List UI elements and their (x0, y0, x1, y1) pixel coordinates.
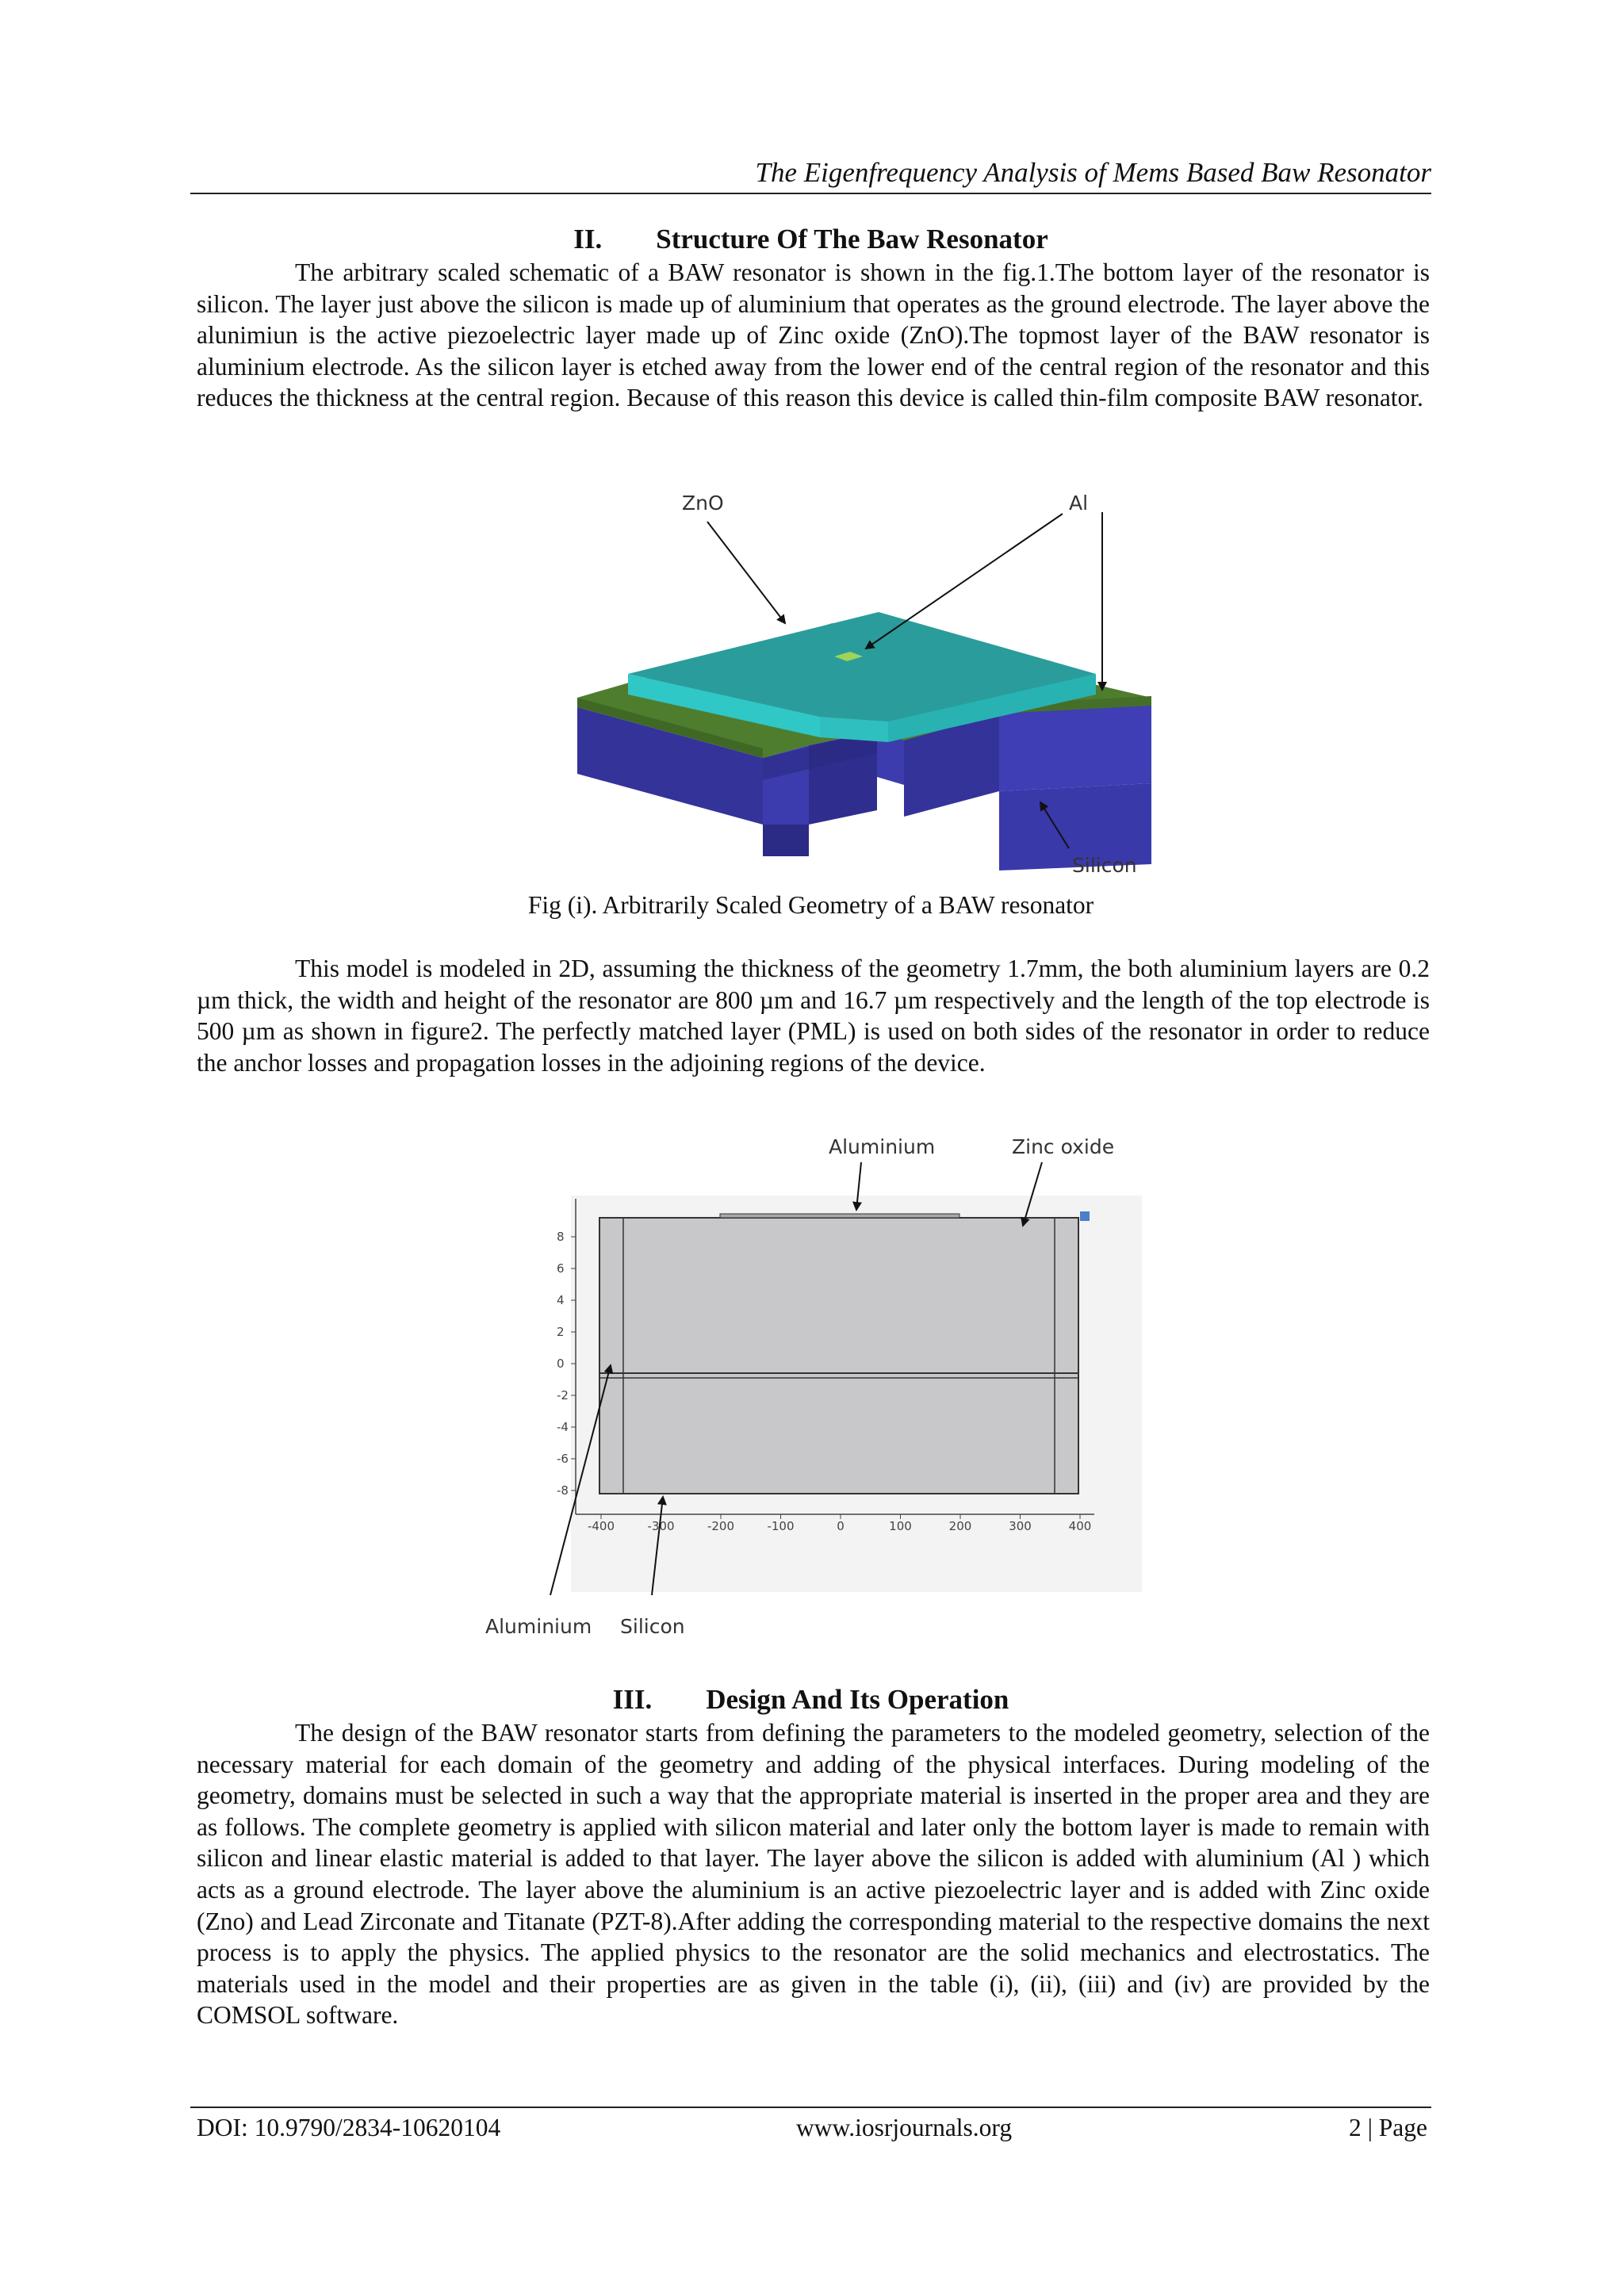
footer-page: 2 | Page (1348, 2114, 1427, 2141)
label-aluminium-top: Aluminium (829, 1135, 936, 1158)
y-tick-label: -6 (557, 1452, 569, 1466)
running-title: The Eigenfrequency Analysis of Mems Based Baw Resonator (755, 157, 1431, 188)
section-3-paragraph (197, 1717, 1430, 2031)
y-tick-label: -8 (557, 1483, 569, 1498)
x-tick-label: 100 (889, 1519, 912, 1533)
x-tick-label: 400 (1068, 1519, 1092, 1533)
section-number: II. (573, 224, 603, 254)
footer-website: www.iosrjournals.org (796, 2114, 1013, 2141)
figure-1-baw-geometry (555, 484, 1174, 880)
label-al: Al (1069, 492, 1089, 515)
section-number: III. (612, 1684, 653, 1715)
model-text: This model is modeled in 2D, assuming the thickness of the geometry 1.7mm, the both aluminium layers are 0.2 µm thick, the width and height of the resonator are 800 µm and 16.7 µm respectively and the length of the top electrode is 500 µm as shown in figure2. The perfectly matched layer (PML) is used on both sides of the resonator in order to reduce the anchor losses and propagation losses in the adjoining regions of the device. (197, 955, 1430, 1077)
resonator-domain (599, 1218, 1078, 1494)
figure-2-2d-geometry (476, 1126, 1142, 1649)
footer-doi: DOI: 10.9790/2834-10620104 (197, 2114, 501, 2141)
x-tick-label: -100 (767, 1519, 795, 1533)
y-tick-label: 8 (557, 1230, 565, 1244)
y-tick-label: -2 (557, 1388, 569, 1402)
y-tick-label: 6 (557, 1261, 565, 1276)
section-2-text: The arbitrary scaled schematic of a BAW resonator is shown in the fig.1.The bottom layer of the resonator is silicon. The layer just above the silicon is made up of aluminium that operates as the ground electrode. The layer above the alunimiun is the active piezoelectric layer made up of Zinc oxide (ZnO).The topmost layer of the BAW resonator is aluminium electrode. As the silicon layer is etched away from the lower end of the central region of the resonator and this reduces the thickness at the central region. Because of this reason this device is called thin-film composite BAW resonator. (197, 258, 1430, 412)
x-tick-label: 300 (1009, 1519, 1032, 1533)
x-tick-label: -400 (587, 1519, 615, 1533)
label-silicon-bottom: Silicon (620, 1615, 685, 1638)
section-3-text: The design of the BAW resonator starts from defining the parameters to the modeled geometry, selection of the necessary material for each domain of the geometry and adding of the physical interfaces. During modeling of the geometry, domains must be selected in such a way that the appropriate material is inserted in the proper area and they are as follows. The complete geometry is applied with silicon material and later only the bottom layer is made to remain with silicon and linear elastic material is added to that layer. The layer above the silicon is added with aluminium (Al ) which acts as a ground electrode. The layer above the aluminium is an active piezoelectric layer and is added with Zinc oxide (Zno) and Lead Zirconate and Titanate (PZT-8).After adding the corresponding material to the respective domains the next process is to apply the physics. The applied physics to the resonator are the solid mechanics and electrostatics. The materials used in the model and their properties are as given in the table (i), (ii), (iii) and (iv) are provided by the COMSOL software. (197, 1719, 1430, 2030)
y-tick-label: 2 (557, 1325, 565, 1339)
section-heading-2 (190, 222, 1431, 257)
section-title: Design And Its Operation (706, 1684, 1009, 1715)
footer-divider (190, 2107, 1431, 2108)
label-silicon: Silicon (1072, 854, 1137, 877)
header-divider (190, 193, 1431, 194)
y-tick-label: 0 (557, 1357, 565, 1371)
label-zinc-oxide: Zinc oxide (1012, 1135, 1115, 1158)
section-title: Structure Of The Baw Resonator (656, 224, 1048, 254)
arrow-zno (707, 522, 785, 623)
corner-icon (1080, 1211, 1090, 1221)
x-tick-label: -200 (707, 1519, 735, 1533)
y-tick-label: -4 (557, 1420, 569, 1434)
label-zno: ZnO (682, 492, 724, 515)
top-electrode-2d (720, 1214, 959, 1218)
model-paragraph (197, 953, 1430, 1078)
section-heading-3 (190, 1682, 1431, 1717)
x-tick-label: 0 (837, 1519, 845, 1533)
x-tick-label: 200 (948, 1519, 972, 1533)
y-tick-label: 4 (557, 1293, 565, 1307)
x-tick-label: -300 (647, 1519, 675, 1533)
figure-1-caption: Fig (i). Arbitrarily Scaled Geometry of a BAW resonator (527, 891, 1094, 919)
section-2-paragraph (197, 257, 1430, 414)
arrow-al-electrode (866, 514, 1063, 649)
label-aluminium-bottom: Aluminium (485, 1615, 592, 1638)
